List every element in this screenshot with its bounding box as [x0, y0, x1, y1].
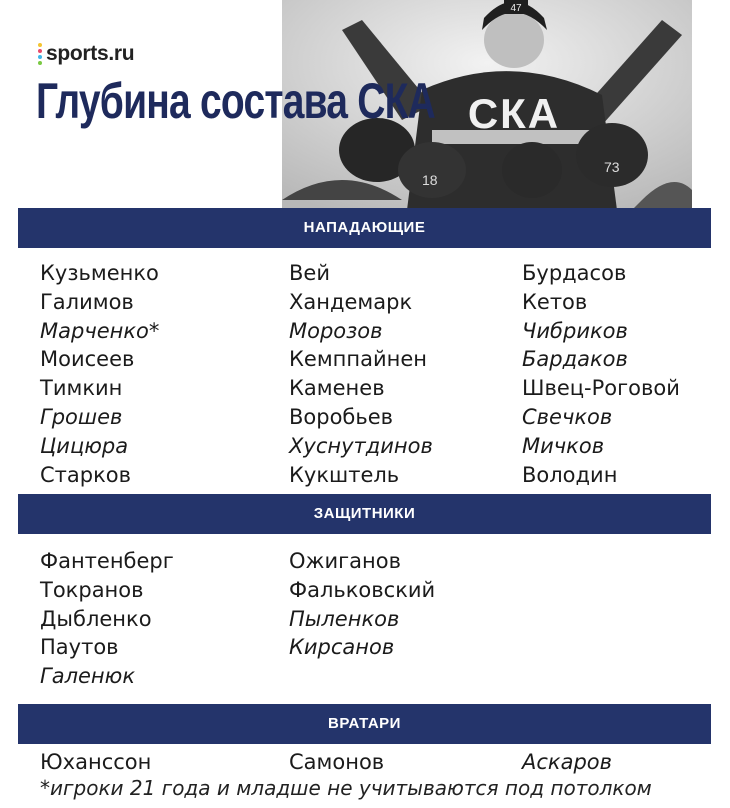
helmet-number-2: 18 [422, 172, 438, 188]
helmet-number: 47 [510, 3, 522, 14]
player-name: Каменев [289, 376, 385, 401]
player-name: Мичков [522, 433, 605, 458]
player-name: Свечков [522, 404, 613, 429]
player-name: Фальковский [289, 577, 436, 602]
defense-column-1 [40, 547, 174, 691]
player-name: Старков [40, 462, 132, 487]
player-name: Пыленков [289, 606, 400, 631]
player-name: Грошев [40, 404, 123, 429]
player-name: Бурдасов [522, 261, 627, 285]
logo-dot [38, 49, 42, 53]
player-name: Паутов [40, 635, 119, 660]
goalies-column-2 [289, 748, 384, 777]
player-name: Кузьменко [40, 261, 159, 285]
player-name: Цицюра [40, 433, 129, 458]
player-name: Дыбленко [40, 606, 152, 631]
logo-dot [38, 55, 42, 59]
goalies-column-3 [522, 748, 612, 777]
player-name: Вей [289, 261, 330, 285]
player-name: Хандемарк [289, 289, 413, 314]
player-name: Токранов [40, 577, 144, 602]
goalies-column-1 [40, 748, 151, 777]
forwards-column-1 [40, 259, 159, 489]
player-name: Бардаков [522, 347, 628, 372]
player-name: Кемппайнен [289, 347, 428, 372]
section-header-goalies: ВРАТАРИ [18, 704, 711, 744]
logo-dots-icon [38, 43, 42, 65]
player-name: Юханссон [40, 750, 152, 774]
page-title: Глубина состава СКА [36, 73, 436, 129]
player-name: Кукштель [289, 462, 400, 487]
player-name: Самонов [289, 750, 385, 774]
player-name: Фантенберг [40, 549, 174, 573]
defense-column-2 [289, 547, 435, 662]
player-name: Кирсанов [289, 635, 395, 660]
logo-text: sports.ru [46, 42, 135, 65]
player-name: Марченко* [40, 318, 160, 343]
player-name: Галимов [40, 289, 134, 314]
sports-ru-logo[interactable] [38, 40, 134, 68]
player-name: Аскаров [522, 750, 613, 774]
player-name: Воробьев [289, 404, 394, 429]
player-name: Хуснутдинов [289, 433, 433, 458]
forwards-column-2 [289, 259, 433, 489]
jersey-ska-text: СКА [467, 90, 561, 137]
forwards-column-3 [522, 259, 680, 489]
logo-dot [38, 61, 42, 65]
player-name: Ожиганов [289, 549, 401, 573]
player-name: Галенюк [40, 664, 136, 689]
helmet-number-3: 73 [604, 159, 620, 175]
logo-dot [38, 43, 42, 47]
player-name: Моисеев [40, 347, 135, 372]
player-name: Кетов [522, 289, 588, 314]
player-name: Тимкин [40, 376, 123, 401]
footnote: *игроки 21 года и младше не учитываются под потолком [40, 776, 652, 800]
player-name: Чибриков [522, 318, 628, 343]
player-name: Володин [522, 462, 618, 487]
player-name: Морозов [289, 318, 383, 343]
player-name: Швец-Роговой [522, 376, 680, 401]
section-header-forwards: НАПАДАЮЩИЕ [18, 208, 711, 248]
section-header-defense: ЗАЩИТНИКИ [18, 494, 711, 534]
